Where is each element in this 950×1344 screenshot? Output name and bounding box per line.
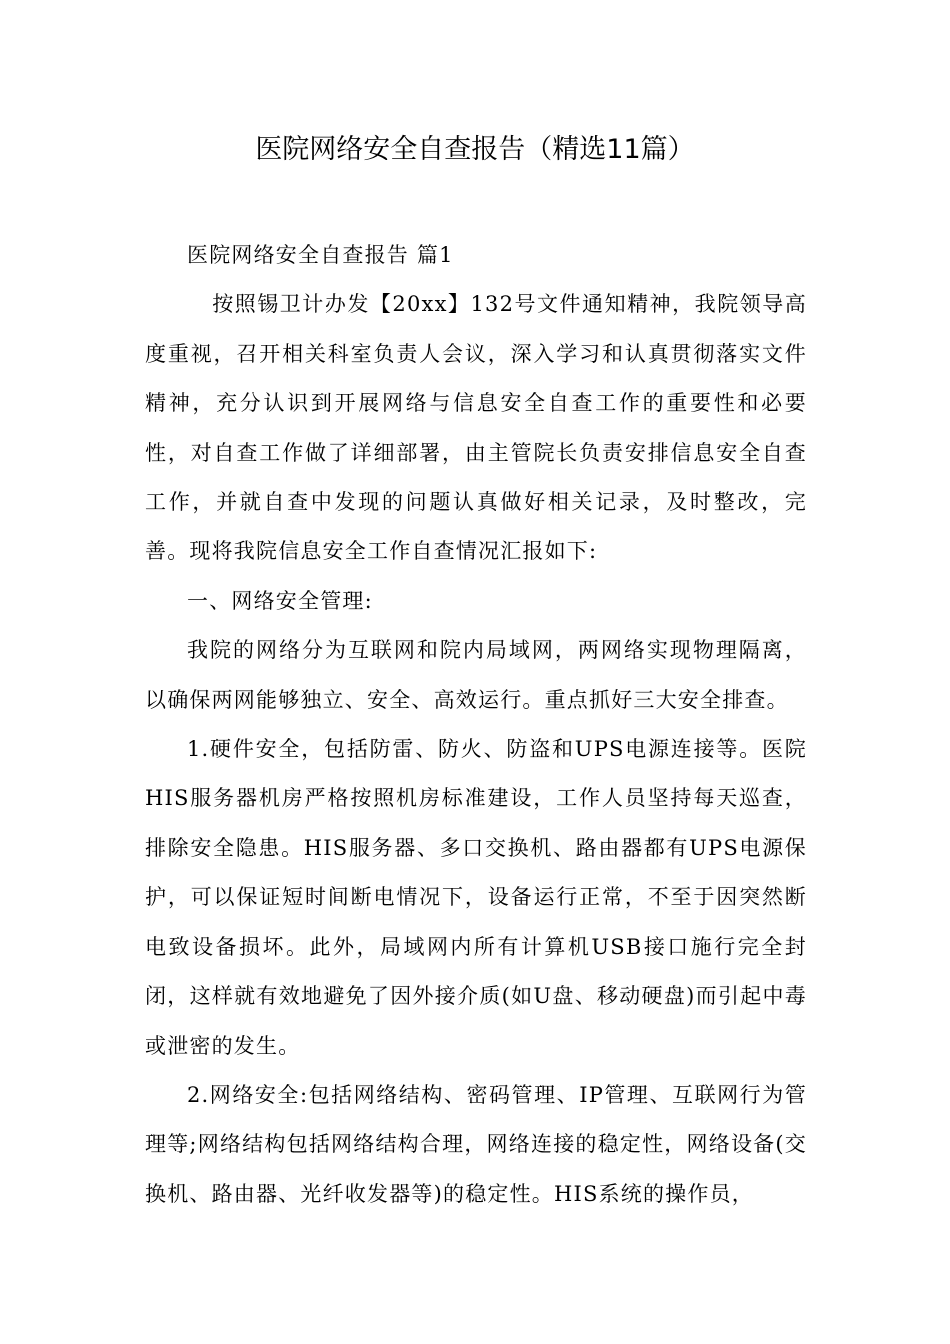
document-title: 医院网络安全自查报告（精选11篇） [255, 134, 695, 165]
body-paragraph: 我院的网络分为互联网和院内局域网，两网络实现物理隔离，以确保两网能够独立、安全、高效运行。重点抓好三大安全排查。 [145, 638, 807, 712]
body-paragraph: 按照锡卫计办发【20xx】132号文件通知精神，我院领导高度重视，召开相关科室负责人会议，深入学习和认真贯彻落实文件精神，充分认识到开展网络与信息安全自查工作的重要性和必要性，对自查工作做了详细部署，由主管院长负责安排信息安全自查工作，并就自查中发现的问题认真做好相关记录，及时整改，完善。现将我院信息安全工作自查情况汇报如下: [145, 292, 807, 564]
document-body [145, 231, 807, 1219]
section-heading: 医院网络安全自查报告 篇1 [187, 243, 454, 267]
body-paragraph: 1.硬件安全，包括防雷、防火、防盗和UPS电源连接等。医院HIS服务器机房严格按照机房标准建设，工作人员坚持每天巡查，排除安全隐患。HIS服务器、多口交换机、路由器都有UPS电源保护，可以保证短时间断电情况下，设备运行正常，不至于因突然断电致设备损坏。此外，局域网内所有计算机USB接口施行完全封闭，这样就有效地避免了因外接介质(如U盘、移动硬盘)而引起中毒或泄密的发生。 [145, 737, 807, 1058]
section-subheading: 一、网络安全管理: [187, 588, 373, 613]
body-paragraph: 2.网络安全:包括网络结构、密码管理、IP管理、互联网行为管理等;网络结构包括网络结构合理，网络连接的稳定性，网络设备(交换机、路由器、光纤收发器等)的稳定性。HIS系统的操作员， [145, 1082, 807, 1206]
